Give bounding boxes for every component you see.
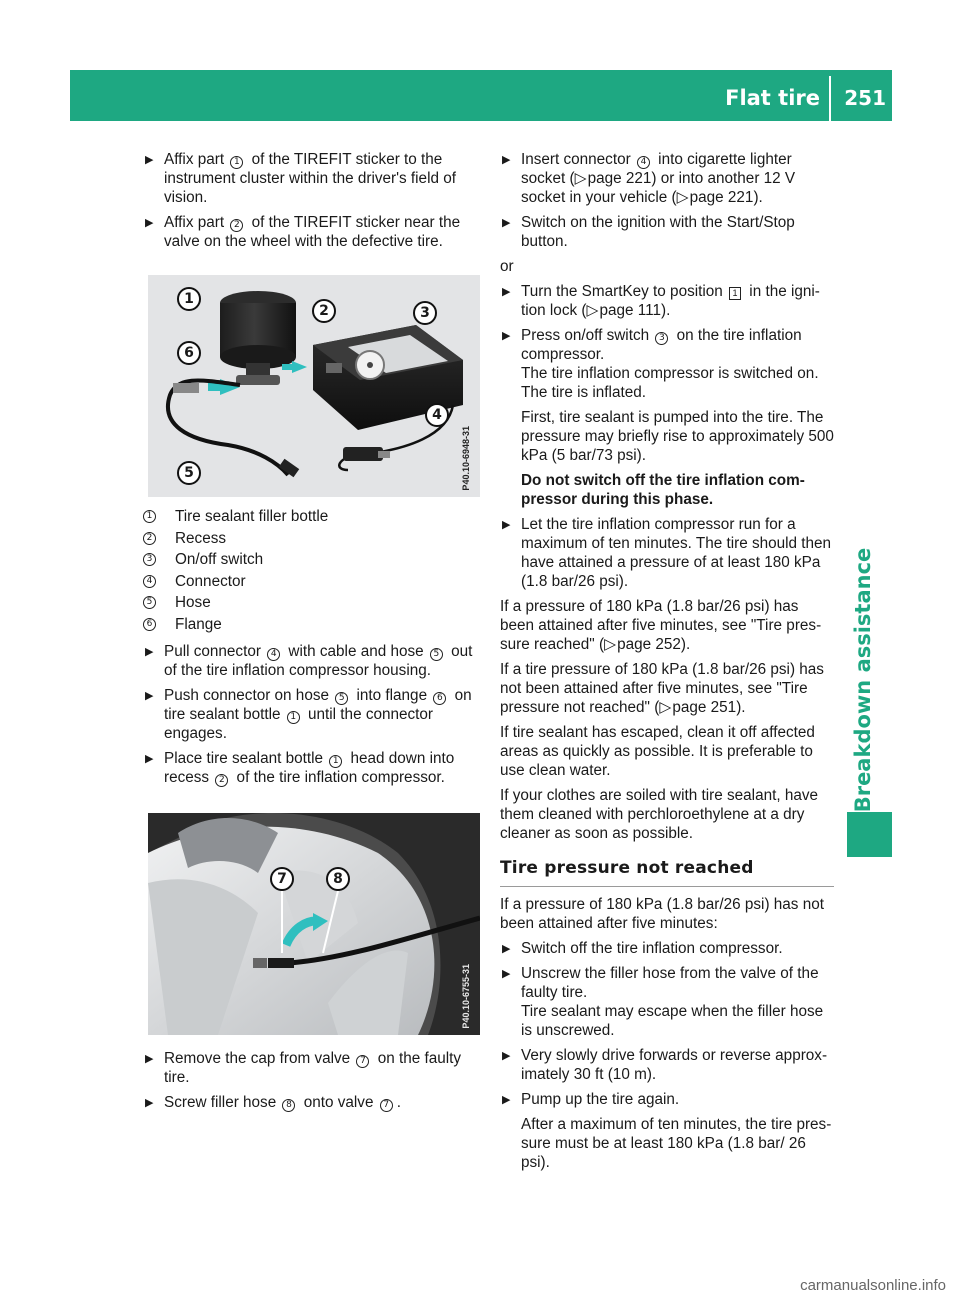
step-arrow-icon: ▶ (502, 968, 511, 980)
page-ref-link[interactable]: page 252 (617, 636, 681, 653)
side-tab-marker (847, 812, 892, 857)
left-column (143, 150, 480, 1118)
section-heading: Tire pressure not reached (500, 859, 834, 887)
figure-legend (143, 507, 480, 634)
page-number: 251 (844, 86, 886, 110)
key-position-icon: 1 (729, 287, 741, 300)
step-arrow-icon: ▶ (502, 1094, 511, 1106)
step-press-switch: ▶ Press on/off switch 3 on the tire inflation compressor. The tire inflation compressor is switched on. The tire is inflated. First, tire sealant is pumped into the tire. The pressure may briefly rise to approximately 500 kPa (5 bar/73 psi). Do not switch off the tire inflation com-pressor during this phase. (502, 327, 834, 508)
callout-3: 3 (413, 301, 437, 325)
paragraph: If tire sealant has escaped, clean it off affected areas as quickly as possible. It is preferable to use clean water. (500, 724, 815, 779)
step-arrow-icon: ▶ (145, 154, 154, 166)
step-unscrew-hose: ▶ Unscrew the filler hose from the valve of the faulty tire. Tire sealant may escape when the filler hose is unscrewed. (502, 965, 824, 1039)
side-tab-label: Breakdown assistance (851, 547, 875, 813)
step-let-run: ▶ Let the tire inflation compressor run for a maximum of ten minutes. The tire should then have attained a pressure of at least 180 kPa (1.8 bar/26 psi). (502, 516, 832, 590)
or-text: or (500, 258, 514, 275)
paragraph: If a tire pressure of 180 kPa (1.8 bar/26 psi) has not been attained after five minutes, see "Tire pressure not reached" (▷ page 251). (500, 661, 824, 716)
legend-item: 2 Recess (143, 529, 480, 548)
step-smartkey: ▶ Turn the SmartKey to position 1 in the igni-tion lock (▷ page 111). (502, 283, 820, 319)
wheel-valve-illustration (148, 813, 480, 1035)
callout-8: 8 (326, 867, 350, 891)
legend-item: 6 Flange (143, 615, 480, 634)
footer-watermark: carmanualsonline.info (800, 1277, 946, 1294)
step-arrow-icon: ▶ (145, 752, 154, 765)
page-ref-icon: ▷ (659, 699, 673, 716)
header-bar (70, 70, 892, 121)
paragraph: If your clothes are soiled with tire sealant, have them cleaned with perchloroethylene at a dry cleaner as soon as possible. (500, 787, 819, 842)
callout-7: 7 (270, 867, 294, 891)
step-affix-2: ▶ Affix part 2 of the TIREFIT sticker near the valve on the wheel with the defective tire. (145, 214, 461, 250)
step-arrow-icon: ▶ (145, 645, 154, 658)
right-column (500, 150, 834, 1178)
step-arrow-icon: ▶ (145, 1052, 154, 1065)
page-ref-icon: ▷ (604, 636, 618, 653)
page-ref-icon: ▷ (676, 189, 690, 206)
callout-1: 1 (177, 287, 201, 311)
step-pump-again: ▶ Pump up the tire again. After a maximum of ten minutes, the tire pres-sure must be at least 180 kPa (1.8 bar/ 26 psi). (502, 1091, 832, 1171)
step-affix-1: ▶ Affix part 1 of the TIREFIT sticker to the instrument cluster within the driver's field of vision. (145, 151, 456, 206)
step-arrow-icon: ▶ (145, 1096, 154, 1109)
callout-2: 2 (312, 299, 336, 323)
step-remove-cap: ▶ Remove the cap from valve 7 on the faulty tire. (145, 1049, 462, 1086)
header-divider (829, 76, 831, 121)
step-arrow-icon: ▶ (145, 217, 154, 229)
step-ignition: ▶ Switch on the ignition with the Start/Stop button. (502, 214, 795, 250)
step-pull-connector: ▶ Pull connector 4 with cable and hose 5 out of the tire inflation compressor housing. (145, 642, 473, 679)
section-title: Flat tire (725, 86, 820, 110)
step-arrow-icon: ▶ (502, 330, 511, 342)
warning-text: Do not switch off the tire inflation com-pressor during this phase. (521, 472, 805, 508)
step-arrow-icon: ▶ (502, 217, 511, 229)
step-arrow-icon: ▶ (502, 286, 511, 298)
page-ref-icon: ▷ (586, 302, 600, 319)
page-ref-link[interactable]: page 111 (599, 302, 662, 319)
paragraph: If a pressure of 180 kPa (1.8 bar/26 psi) has been attained after five minutes, see "Tire pres-sure reached" (▷ page 252). (500, 598, 822, 653)
valve-figure (148, 813, 480, 1035)
legend-item: 5 Hose (143, 593, 480, 612)
callout-5: 5 (177, 461, 201, 485)
page-ref-link[interactable]: page 251 (672, 699, 737, 716)
step-arrow-icon: ▶ (502, 1050, 511, 1062)
step-arrow-icon: ▶ (502, 943, 511, 955)
callout-ref: 1 (230, 156, 243, 169)
step-arrow-icon: ▶ (502, 519, 511, 531)
page-ref-link[interactable]: page 221 (587, 170, 652, 187)
callout-6: 6 (177, 341, 201, 365)
compressor-figure (148, 275, 480, 497)
step-insert-connector: ▶ Insert connector 4 into cigarette lighter socket (▷ page 221) or into another 12 V socket in your vehicle (▷ page 221). (502, 151, 796, 206)
callout-ref: 2 (230, 219, 243, 232)
step-screw-hose: ▶ Screw filler hose 8 onto valve 7 . (145, 1093, 401, 1111)
side-tab (843, 547, 883, 813)
callout-4: 4 (425, 403, 449, 427)
step-arrow-icon: ▶ (502, 154, 511, 166)
figure-code: P40.10-6755-31 (461, 963, 471, 1029)
intro-paragraph: If a pressure of 180 kPa (1.8 bar/26 psi) has not been attained after five minutes: (500, 896, 824, 932)
step-drive-slowly: ▶ Very slowly drive forwards or reverse approx-imately 30 ft (10 m). (502, 1047, 828, 1083)
legend-item: 3 On/off switch (143, 550, 480, 569)
step-arrow-icon: ▶ (145, 689, 154, 702)
step-push-connector: ▶ Push connector on hose 5 into flange 6 on tire sealant bottle 1 until the connector engages. (145, 686, 472, 742)
page-ref-link[interactable]: page 221 (689, 189, 754, 206)
figure-code: P40.10-6948-31 (461, 426, 471, 491)
step-switch-off: ▶ Switch off the tire inflation compressor. (502, 940, 783, 957)
legend-item: 1 Tire sealant filler bottle (143, 507, 480, 526)
page-ref-icon: ▷ (574, 170, 588, 187)
step-place-bottle: ▶ Place tire sealant bottle 1 head down into recess 2 of the tire inflation compressor. (145, 749, 455, 786)
legend-item: 4 Connector (143, 572, 480, 591)
